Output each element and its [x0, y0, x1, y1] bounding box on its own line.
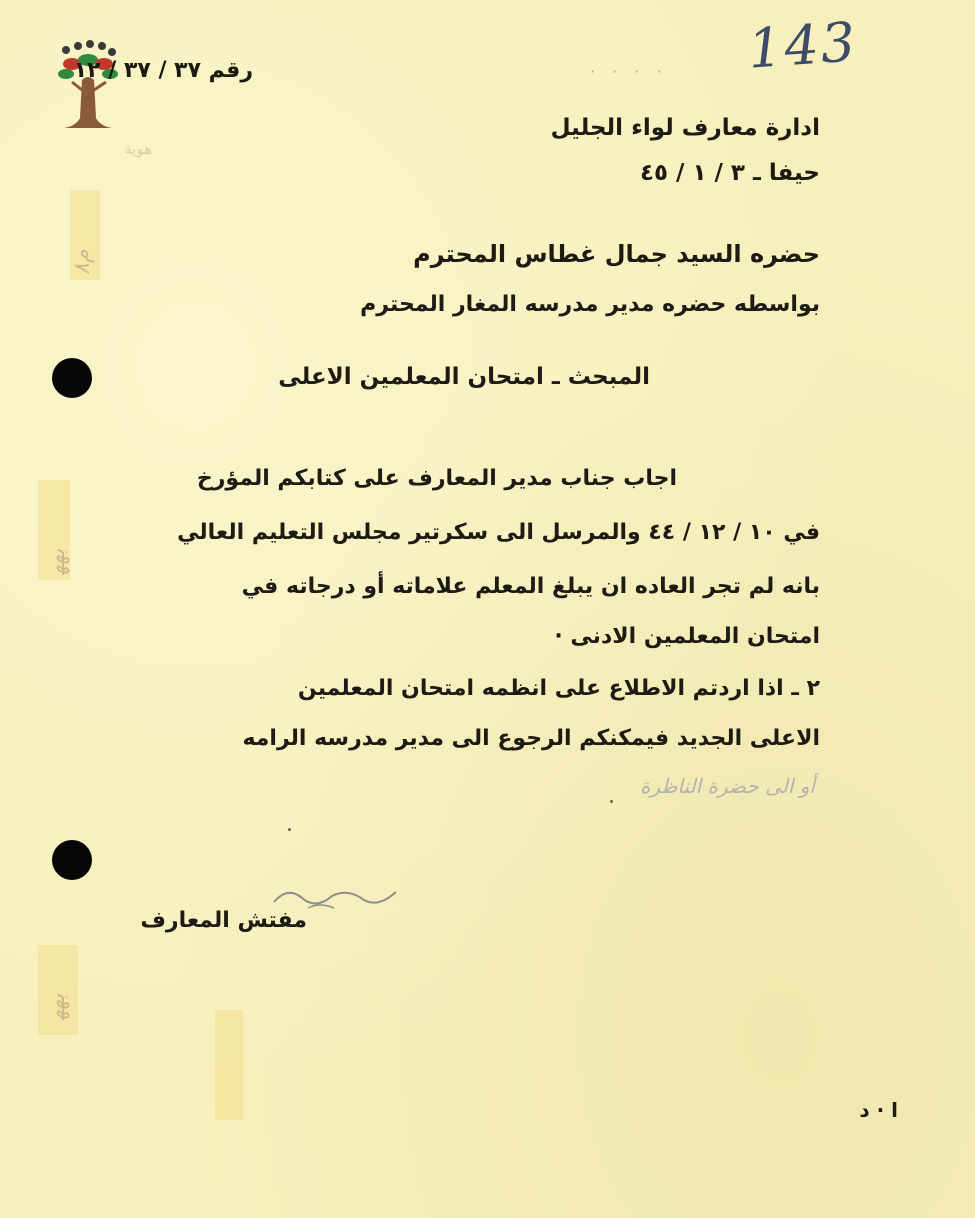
archive-stamp-strip-bottom	[215, 1010, 243, 1120]
body-line: ٢ ـ اذا اردتم الاطلاع على انظمه امتحان المعلمين	[297, 676, 820, 701]
sender-department: ادارة معارف لواء الجليل	[550, 115, 820, 141]
ink-speck	[610, 800, 613, 803]
body-line: بانه لم تجر العاده ان يبلغ المعلم علاماته أو درجاته في	[241, 574, 820, 599]
place-and-date: حيفا ـ ٣ / ١ / ٤٥	[639, 160, 820, 186]
margin-scribble-3: ﺑﻬﻬ	[45, 993, 70, 1020]
signature-title: مفتش المعارف	[140, 908, 307, 933]
margin-scribble-1: ﻡ٨	[70, 249, 95, 275]
ink-speck	[288, 828, 291, 831]
footer-initials: ا · د	[859, 1098, 898, 1122]
punch-hole-top	[52, 358, 92, 398]
body-line: امتحان المعلمين الادنى ·	[554, 624, 820, 649]
faint-dots: · · · ·	[590, 62, 668, 81]
tree-logo-icon	[52, 40, 124, 136]
body-line: اجاب جناب مدير المعارف على كتابكم المؤرخ	[196, 466, 677, 491]
pencil-annotation: أو الى حضرة الناظرة	[639, 774, 815, 798]
addressee-line: حضره السيد جمال غطاس المحترم	[413, 240, 820, 268]
via-line: بواسطه حضره مدير مدرسه المغار المحترم	[360, 292, 820, 317]
punch-hole-bottom	[52, 840, 92, 880]
body-line: في ١٠ / ١٢ / ٤٤ والمرسل الى سكرتير مجلس التعليم العالي	[177, 520, 820, 545]
subject-line: المبحث ـ امتحان المعلمين الاعلى	[278, 364, 650, 390]
body-line: الاعلى الجديد فيمكنكم الرجوع الى مدير مدرسه الرامه	[242, 726, 820, 751]
logo-text: هوية	[124, 140, 152, 158]
reference-number: رقم ٣٧ / ٣٧ / ١٢	[73, 58, 253, 83]
handwritten-page-number: 143	[745, 10, 860, 81]
margin-scribble-2: ﺑﻬﻬ	[45, 548, 70, 575]
